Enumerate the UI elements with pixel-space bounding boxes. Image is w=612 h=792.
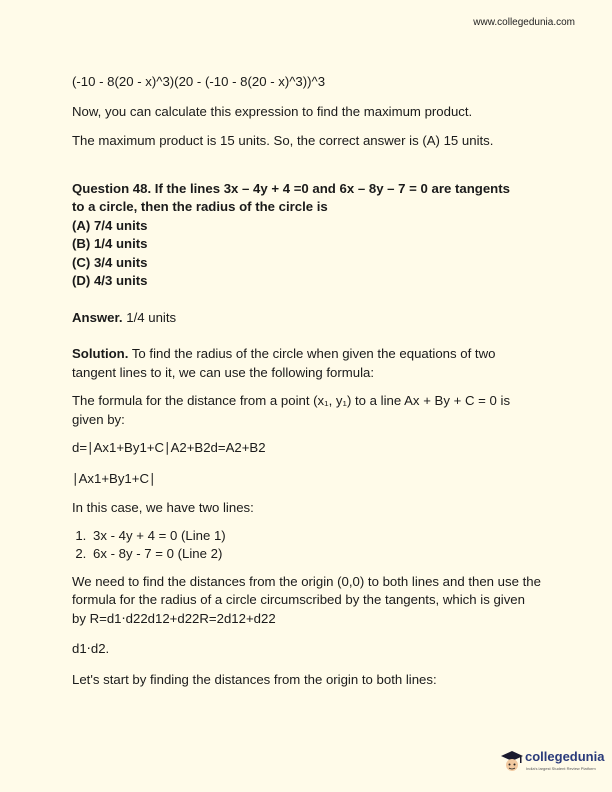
brand-name: collegedunia <box>525 749 605 764</box>
site-url: www.collegedunia.com <box>473 17 575 28</box>
graduate-icon <box>500 749 524 775</box>
solution-paragraph <box>72 345 542 382</box>
brand-tagline: India's largest Student Review Platform <box>526 766 596 771</box>
option-a: (A) 7/4 units <box>72 217 148 233</box>
calculate-line: Now, you can calculate this expression to find the maximum product. <box>72 103 473 119</box>
need-paragraph: We need to find the distances from the origin (0,0) to both lines and then use the formula for the radius of a circle circumscribed by the tangents, which is given by R=d1⋅d22d12+d22R=2d12+d22 <box>72 573 541 626</box>
option-d: (D) 4/3 units <box>72 273 148 288</box>
option-b: (B) 1/4 units <box>72 236 148 251</box>
result-line: The maximum product is 15 units. So, the correct answer is (A) 15 units. <box>72 133 494 148</box>
answer-text: 1/4 units <box>122 309 177 325</box>
case-intro: In this case, we have two lines: <box>72 500 254 515</box>
formula-line-2: ∣Ax1+By1+C∣ <box>72 470 156 486</box>
solution-text: To find the radius of the circle when given the equations of two tangent lines to it, we can use the following formula: <box>72 346 496 380</box>
start-line: Let's start by finding the distances from the origin to both lines: <box>72 671 437 687</box>
list-item: 2. 6x - 8y - 7 = 0 (Line 2) <box>90 545 542 564</box>
formula-line: d=∣Ax1+By1+C∣A2+B2d=A2+B2 <box>72 440 266 455</box>
answer-line <box>72 309 542 328</box>
collegedunia-logo <box>500 747 605 777</box>
option-c: (C) 3/4 units <box>72 254 148 270</box>
solution-label: Solution. <box>72 346 129 361</box>
question-block <box>72 180 542 291</box>
expression-line: (-10 - 8(20 - x)^3)(20 - (-10 - 8(20 - x)^3))^3 <box>72 74 326 89</box>
formula-intro: The formula for the distance from a point (x₁, y₁) to a line Ax + By + C = 0 is given by: <box>72 393 511 427</box>
page-content <box>72 73 542 689</box>
question-text-1: Question 48. If the lines 3x – 4y + 4 =0 and 6x – 8y – 7 = 0 are tangents <box>72 180 510 196</box>
list-item: 1. 3x - 4y + 4 = 0 (Line 1) <box>90 527 542 546</box>
answer-label: Answer. <box>72 309 123 325</box>
lines-list <box>72 527 542 564</box>
question-text-2: to a circle, then the radius of the circle is <box>72 199 328 214</box>
d1d2-line: d1⋅d2. <box>72 641 110 656</box>
